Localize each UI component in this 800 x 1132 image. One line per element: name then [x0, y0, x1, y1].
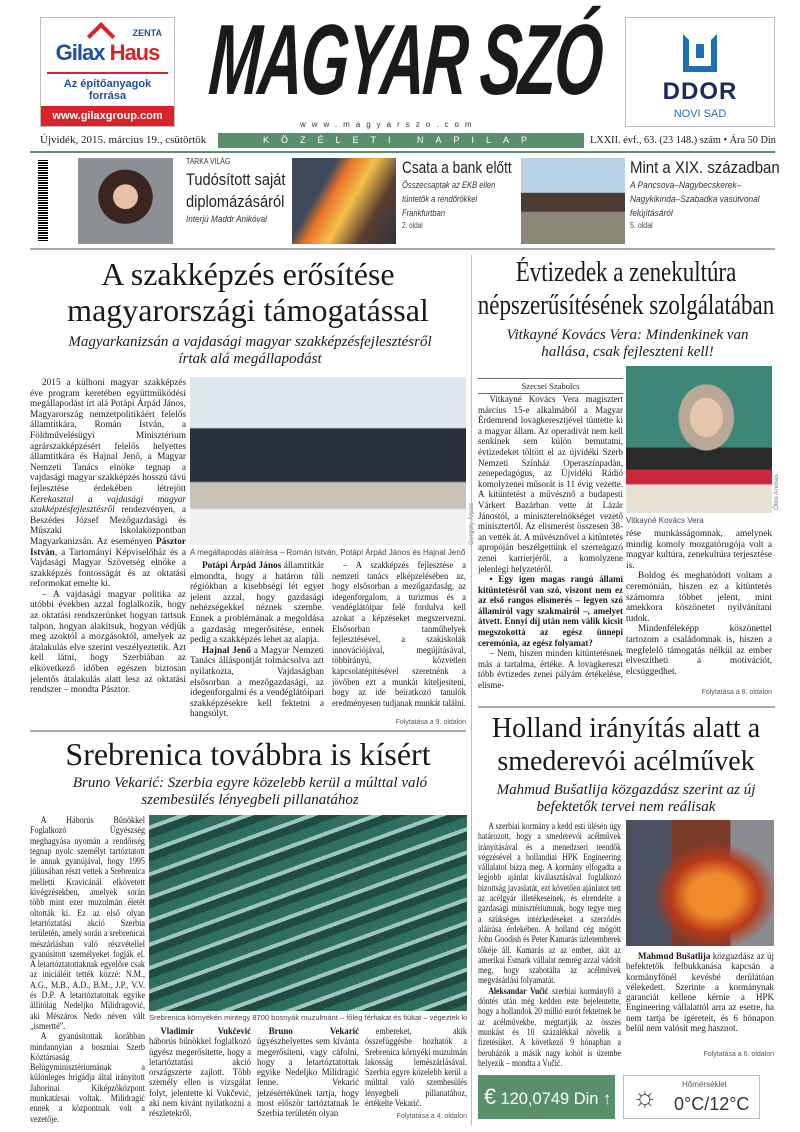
euro-icon: € [484, 1084, 496, 1109]
bold-text: Hajnal Jenő [202, 645, 251, 656]
paragraph [257, 1026, 359, 1119]
temperature-value: 0°C/12°C [674, 1094, 750, 1114]
paragraph [30, 815, 145, 1031]
gilax-haus-ad[interactable] [40, 17, 175, 127]
text: , a Tartományi Képviselőház és a Vajdasági Magyar Szövetség elnöke a szakképzés fontosságát és az oktatási reformokat emelte ki. [30, 547, 186, 590]
text: rése munkásságomnak, amelynek mindig komoly mozgatórugója volt a magyar kultúra, zenekultúra terjesztése is. [626, 529, 772, 571]
article-photo[interactable] [626, 820, 774, 946]
teaser-title[interactable]: Tudósított saját diplomázásáról [186, 170, 286, 211]
text: A Háborús Bűnökkel Foglalkozó Ügyészség meghagyása nyomán a rendőrség tegnap nyolc személyt tartóztatott le annak gyanújával, hogy 1995 júliusában részt vettek a Srebrenica melletti Kravicánál elkövetett kivégzésekben, amelyek során több mint ezer muzulmán életét oltották ki. Ez az első olyan letartóztatási akció Szerbia területén, amely során a srebrenicai mészárlásban való részvétellel gyanúsított személyeket fogják el. A letartóztatottaknak egyelőre csak az iniciáléit tették közzé: N.M., A.G., M.B., A.D., B.M., J.P., V.V. és D.P. A letartóztatottak egyike állítólag Nedeljko Milidragović, aki Mészáros Nedo néven vált „ismertté”. [30, 815, 145, 1031]
text: embereket, akik összefüggésbe hozhatók a Srebrenica környéki muzulmán lakosság lemészárlásával. Szerbia egyre közelebb kerül a múlttal való szembesülés lényegbeli pillanatához, értékelte Vekarić. [365, 1026, 467, 1109]
article-subtitle: Mahmud Bušatlija közgazdász szerint az új befektetők tervei nem reálisak [496, 782, 756, 815]
text: A gyanúsítottak korábban mindannyian a boszniai Szerb Köztársaság Belügyminisztériumának a különleges brigádja által irányított Jahorinai Kiképzőközpont munkatársai voltak. Milidragić ennek a központnak volt a vezetője. [30, 1031, 145, 1124]
teaser-page: 2. oldal [402, 221, 423, 230]
text: – A vajdasági magyar politika az utóbbi években azzal foglalkozik, hogy az oktatási rendszerünket hogyan tartsuk talpon, hogyan alakítsuk, hogyan védjük meg azoktól a mozgásoktól, amelyek az átalakulás elve szerint veszélyeztetik. Azt kell látni, hogy Szerbiában az elkövetkező időben egészen biztosan jelentős átalakulás alatt lesz az oktatási rendszer – mondta Pásztor. [30, 589, 186, 696]
article-subtitle: Magyarkanizsán a vajdasági magyar szakképzésfejlesztésről írtak alá megállapodást [68, 334, 432, 367]
barcode [38, 160, 48, 242]
issue-date: Újvidék, 2015. március 19., csütörtök [40, 134, 207, 146]
text: 2015 a külhoni magyar szakképzés éve program keretében együttműködési megállapodást írt alá Potápi Árpád János, Magyarország nemzetpolitikáért felelős államtitkára, Román István, a Földművelésügyi Minisztérium agrárszakképzésért felelős helyettes államtitkára és Hajnal Jenő, a Magyar Nemzeti Tanács elnöke tegnap a vajdasági magyar szakképzés hosszú távú fejlesztése érdekében létrejött [30, 378, 186, 494]
masthead-band: KÖZÉLETI NAPILAP [218, 133, 584, 148]
article-column [30, 815, 145, 1124]
text: Vitkayné Kovács Vera magisztert március 15-e alkalmából a Magyar Érdemrend lovagkeresztjével tüntette ki a magyar állam. Az operadivát nem kell senkinek sem külön bemutatni, évtizedeket töltött el az újvidéki Szerb Nemzeti Színház Operaszínpadán, zenepedagógus, az Újvidéki Rádió komolyzenei műsorát is 11 évig vezette. A kitüntetést a művésznő a budapesti Várkert Bazárban vette át Lázár Jánostól, a miniszterelnökséget vezető minisztertől. Az elismerést összesen 38-an vették át. A művésznővel a kitüntetés apropóján beszélgettünk el szerteágazó zenei karrierjéről, a komolyzene jelenlegi helyzetéről. [478, 395, 623, 575]
teaser-2[interactable] [402, 157, 514, 231]
teaser-photo[interactable] [292, 158, 396, 244]
column-divider [471, 255, 472, 1125]
article-column [626, 529, 772, 677]
paragraph [478, 649, 623, 691]
byline: Szecsei Szabolcs [478, 378, 623, 394]
article-column [478, 821, 621, 1068]
divider [30, 730, 466, 732]
continued-link[interactable]: Folytatása a 8. oldalon [701, 689, 772, 696]
text: rendezvényen, a Beszédes József Mezőgazdasági és Műszaki Iskolaközpontban Magyarkanizsán. Az eseményen [30, 505, 186, 547]
italic-text: Kerekasztal a vajdasági magyar szakképzésfejlesztésről [30, 494, 186, 516]
photo-caption: Srebrenica környékén mintegy 8700 bosnyák muzulmánt – főleg férfiakat és fiúkat – végeztek ki [149, 1013, 468, 1022]
ad-town: ZENTA [132, 28, 162, 38]
text: Mindenféleképp köszönettel tartozom a családomnak is, hiszen a megfelelő támogatás nélkül az ember elveszítheti a motivációt, elcsüggedhet. [626, 624, 772, 677]
article-photo[interactable] [149, 815, 467, 1011]
up-arrow-icon: ↑ [603, 1089, 612, 1108]
weather-widget [623, 1075, 760, 1119]
sun-icon: ☼ [632, 1081, 658, 1112]
bold-text: Bruno Vekarić [268, 1026, 359, 1036]
ad-city: NOVI SAD [673, 108, 727, 120]
divider [30, 151, 775, 153]
ad-brand: DDOR [662, 78, 738, 105]
paragraph [190, 561, 324, 646]
ddor-logo-icon [683, 34, 717, 72]
teaser-subtitle: Interjú Maddr Anikóval [186, 214, 267, 225]
article-headline[interactable]: A szakképzés erősítése magyarországi támogatással [67, 256, 429, 328]
ddor-ad[interactable] [625, 17, 775, 127]
bold-text: Pásztor István [30, 536, 186, 558]
teaser-title[interactable]: Mint a XIX. században [630, 158, 780, 177]
bold-text: • Egy igen magas rangú állami kitüntetésről van szó, viszont nem ez az első rangos elismerés – legyen szó államiról vagy szakmairól –, amelyet átvett. Ennyi díj után nem válik kicsit megszokottá az egész ünnepi ceremónia, az egész folyamat? [478, 575, 623, 649]
ad-brand: Gilax Haus [55, 40, 160, 65]
paragraph [332, 561, 466, 709]
bold-text: Aleksandar Vučić [488, 985, 549, 996]
text: – A szakképzés fejlesztése a nemzeti tanács elképzelésében az, hogy elsősorban a mezőgazdaság, az idegenforgalom, a turizmus és a vendéglátóipar felé fordulva kell azokat a képzéseket megszervezni. Elsősorban tanműhelyek fejlesztésével, a szakiskolák innovációjával, megújításával, többirányú, közvetlen kapcsolatépítésével szeretnénk a jövőben ezt a munkát kiteljesíteni, hogy az ide beiratkozó tanulók eredményesen tudjanak munkát találni. [332, 561, 466, 709]
text: a Magyar Nemzeti Tanács álláspontját tolmácsolva azt nyilatkozta, Vajdaságban elsősorban a mezőgazdasági, az idegenforgalmi és a vendéglátóipari szakképzésekre kell fektetni a hangsúlyt. [190, 645, 324, 720]
article-headline[interactable]: Srebrenica továbbra is kísért [65, 736, 431, 772]
text: közgazdász az új befektetők felbukkanása kapcsán a kormányfőnél kevésbé derűlátóan vélekedett. Szerinte a kormánynak garanciát kellene kérnie a HPK Engineering vállalattól arra az esetre, ha nem tartja be ígéreteit, és 6 hónapon belül nem valósít meg hasznot. [626, 951, 775, 1034]
divider [478, 706, 775, 708]
paragraph [190, 646, 324, 720]
paragraph [30, 590, 186, 696]
masthead-logo: MAGYAR SZÓ [205, 4, 605, 116]
article-headline[interactable]: Holland irányítás alatt a smederevói acélművek [491, 713, 761, 777]
paragraph [478, 575, 623, 649]
article-photo[interactable] [626, 366, 772, 513]
article-headline[interactable]: Évtizedek a zenekultúra népszerűsítésének szolgálatában [477, 257, 775, 321]
paragraph [626, 951, 774, 1033]
teaser-title[interactable]: Csata a bank előtt [402, 158, 512, 177]
exchange-rate-value: 120,0749 Din [500, 1089, 599, 1108]
article-column [257, 1026, 359, 1119]
divider [30, 248, 775, 250]
paragraph [478, 821, 621, 986]
article-subtitle: Bruno Vekarić: Szerbia egyre közelebb kerül a múlttal való szembesülés lényegbeli pillanatához [72, 775, 428, 808]
paragraph [626, 571, 772, 624]
paragraph [478, 986, 621, 1068]
site-url[interactable]: www.magyarszo.com [300, 120, 478, 129]
bold-text: Mahmud Bušatlija [638, 951, 711, 961]
teaser-subtitle: Összecsaptak az EKB ellen tüntetők a rendőrökkel Frankfurtban [402, 180, 496, 219]
paragraph [626, 529, 772, 571]
paragraph [149, 1026, 251, 1119]
photo-caption: Vitkayné Kovács Vera [626, 516, 704, 525]
continued-link[interactable]: Folytatása a 4. oldalon [396, 1113, 467, 1120]
paragraph [30, 378, 186, 590]
text: háborús bűnökkel foglalkozó ügyész megerősítette, hogy a letartóztatási akció országszerte zajlott. Több személy ellen is vizsgálat folyt, jelentette ki Vukčević, aki nem kívánt nyilatkozni a részletekről. [149, 1036, 251, 1119]
paragraph [478, 395, 623, 575]
paragraph [626, 624, 772, 677]
text: szerbiai kormányfő a döntés után még kedden este bejelentette, hogy a hollandok 20 millió eurót fektetnek be az acélművekbe, megtartják az összes munkást és 10 százalékkal növelik a fizetésüket. A következő 9 hónapban a beruházók a másik nagy kohót is üzembe helyezik – mondta a Vučić. [478, 985, 621, 1068]
photo-credit: Gergely Árpád [468, 503, 475, 545]
teaser-photo[interactable] [78, 158, 173, 244]
photo-credit: Ótos András [773, 474, 780, 510]
paragraph [30, 1031, 145, 1124]
teaser-3[interactable] [630, 157, 780, 231]
text: – Nem, hiszen minden kitüntetésnek más a tartalma, értéke. A lovagkereszt több évtizedes zenei pályám értékelése, elisme- [478, 649, 623, 692]
teaser-1[interactable] [186, 157, 286, 227]
ad-url[interactable]: www.gilaxgroup.com [41, 106, 174, 126]
continued-link[interactable]: Folytatása a 6. oldalon [703, 1051, 774, 1058]
text: Boldog és meghatódott voltam a ceremónián, hiszen ez a kitüntetés számomra többet jelent, mint amekkora köszönetet nyilvánítani tudok. [626, 571, 772, 624]
article-column [30, 378, 186, 696]
teaser-photo[interactable] [521, 158, 625, 244]
continued-link[interactable]: Folytatása a 9. oldalon [395, 719, 466, 726]
article-subtitle: Vitkayné Kovács Vera: Mindenkinek van hallása, csak fejleszteni kell! [506, 327, 749, 360]
paragraph [365, 1026, 467, 1108]
article-photo[interactable] [190, 377, 466, 545]
teaser-page: 5. oldal [630, 221, 653, 230]
bold-text: Vladimir Vukčević [160, 1026, 251, 1036]
issue-info: LXXII. évf., 63. (23 148.) szám • Ára 50 Din [590, 135, 776, 146]
teaser-subtitle: A Pancsova–Nagybecskerek–Nagykikinda–Szabadka vasútvonal felújításáról [630, 180, 760, 219]
teaser-kicker: TARKA VILÁG [186, 157, 231, 166]
article-column [332, 561, 466, 709]
article-column [190, 561, 324, 720]
exchange-rate-content [484, 1075, 611, 1119]
photo-caption: A megállapodás aláírása – Román István, Potápi Árpád János és Hajnal Jenő [190, 548, 466, 557]
bold-text: Potápi Árpád János [202, 561, 282, 571]
article-column [626, 951, 774, 1033]
weather-label: Hőmérséklet [682, 1080, 727, 1089]
exchange-rate-widget [478, 1075, 615, 1119]
article-column [365, 1026, 467, 1108]
text: ügyészhelyettes sem kívánta megerősíteni, vagy cáfolni, hogy a letartóztatottak egyike Nedeljko Milidragić lenne. Vekarić jelzésértékűnek tartja, hogy most először tartóztatnak le Szerbia területén olyan [257, 1036, 359, 1119]
article-column [478, 395, 623, 692]
article-column [149, 1026, 251, 1119]
text: A szerbiai kormány a kedd esti ülésén úgy határozott, hogy a smederevói acélművek irányításával és a menedzseri teendők végzésével a hollandiai HPK Engineering vállalatot bízza meg. A kormány elfogadta a legjobb ajánlat kiválasztásával foglalkozó bizottság javaslatát, ezt követően ajánlatot tett az acélgyár illetékeseinek, és elrendelte a gazdasági minisztériumnak, hogy tegye meg a szükséges intézkedéseket a szerződés aláírása érdekében. A holland cég mögött John Goodish és Peter Kamarás üzletemberek tőkéje áll. Kamarás az az ember, akit az amerikai Esmark vállalat nemrég azzal vádolt meg, hogy szabotálta az acélművek megvásárlási folyamatát. [478, 821, 621, 986]
ad-tagline: Az építőanyagok forrása [47, 72, 168, 102]
text: államtitkár elmondta, hogy a határon túli régiókban a kisebbségi lét egyet jelent azzal, hogy gazdasági nehézségekkel néznek szembe. Ennek a problémának a megoldása a gazdaság megerősítése, ennek pedig a szakképzés lehet az alapja. [190, 561, 324, 646]
